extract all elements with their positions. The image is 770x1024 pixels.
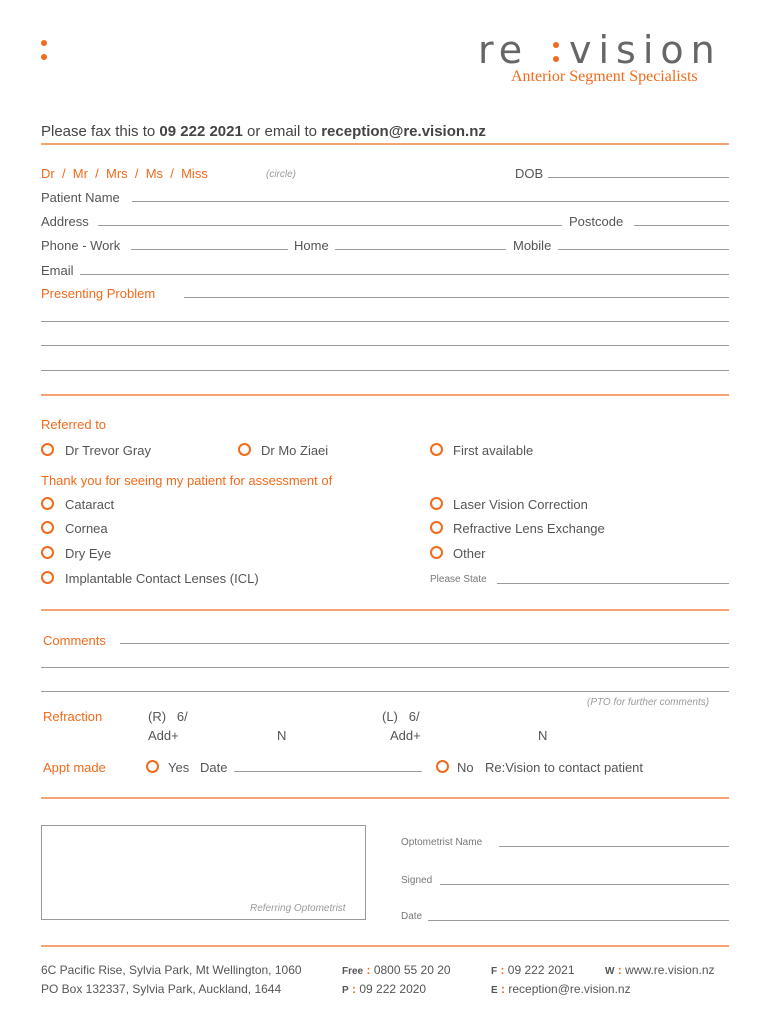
refraction-heading: Refraction	[43, 709, 103, 724]
reception-email: reception@re.vision.nz	[321, 123, 486, 140]
assessment-radio[interactable]	[430, 521, 443, 534]
optometrist-date-label: Date	[401, 911, 423, 922]
mobile-label: Mobile	[513, 238, 552, 253]
signed-label: Signed	[401, 875, 433, 886]
divider	[41, 945, 729, 947]
assessment-option: Cataract	[65, 497, 115, 512]
postcode-label: Postcode	[569, 214, 624, 229]
appt-date-label: Date	[200, 760, 228, 775]
referred-radio[interactable]	[430, 443, 443, 456]
footer-phone	[342, 982, 426, 996]
appt-yes-label: Yes	[168, 760, 190, 775]
email-label: Email	[41, 263, 74, 278]
add-right-label[interactable]: Add+	[148, 728, 179, 743]
comments-field[interactable]	[120, 643, 729, 644]
e-label: E	[491, 985, 498, 996]
signed-field[interactable]	[440, 884, 729, 885]
email-field[interactable]	[80, 274, 729, 275]
assessment-option: Implantable Contact Lenses (ICL)	[65, 571, 259, 586]
footer-web[interactable]	[605, 963, 715, 977]
assessment-heading: Thank you for seeing my patient for assessment of	[41, 473, 333, 488]
free-number: 0800 55 20 20	[373, 963, 451, 977]
referred-option: Dr Mo Ziaei	[261, 443, 329, 458]
appt-made-heading: Appt made	[43, 760, 106, 775]
colon-icon: :	[617, 963, 622, 977]
w-value[interactable]: www.re.vision.nz	[625, 963, 715, 977]
e-value[interactable]: reception@re.vision.nz	[508, 982, 631, 996]
logo-tagline: Anterior Segment Specialists	[511, 68, 698, 85]
colon-icon: :	[500, 963, 505, 977]
contact-patient-label: Re:Vision to contact patient	[485, 760, 644, 775]
divider	[41, 394, 729, 396]
left-eye-label[interactable]: (L) 6/	[382, 709, 420, 724]
optometrist-name-field[interactable]	[499, 846, 729, 847]
fax-instruction	[41, 123, 486, 140]
referred-option: First available	[453, 443, 534, 458]
logo-name-left: re	[478, 28, 529, 72]
colon-icon: :	[352, 982, 357, 996]
colon-icon: :	[366, 963, 371, 977]
assessment-radio[interactable]	[41, 521, 54, 534]
mobile-field[interactable]	[558, 249, 729, 250]
footer-free-phone	[342, 963, 451, 977]
presenting-problem-field[interactable]	[184, 297, 729, 298]
comments-line[interactable]	[41, 691, 729, 692]
appt-no-radio[interactable]	[436, 760, 449, 773]
referred-radio[interactable]	[238, 443, 251, 456]
logo	[478, 28, 733, 93]
colon-icon: :	[501, 982, 506, 996]
footer-fax	[491, 963, 575, 977]
logo-name-right: vision	[569, 28, 722, 72]
title-options[interactable]: Dr / Mr / Mrs / Ms / Miss	[41, 166, 208, 181]
appt-no-label: No	[457, 760, 474, 775]
f-number: 09 222 2021	[507, 963, 575, 977]
appt-date-field[interactable]	[234, 771, 422, 772]
presenting-problem-line[interactable]	[41, 370, 729, 371]
comments-heading: Comments	[43, 633, 106, 648]
home-phone-field[interactable]	[335, 249, 506, 250]
address-field[interactable]	[98, 225, 562, 226]
postcode-field[interactable]	[634, 225, 729, 226]
patient-name-field[interactable]	[132, 201, 729, 202]
divider	[41, 609, 729, 611]
phone-work-label: Phone - Work	[41, 238, 121, 253]
please-state-field[interactable]	[497, 583, 729, 584]
assessment-option: Dry Eye	[65, 546, 112, 561]
footer-email[interactable]	[491, 982, 631, 996]
fax-number: 09 222 2021	[159, 123, 243, 140]
n-left-label[interactable]: N	[538, 728, 548, 743]
referred-radio[interactable]	[41, 443, 54, 456]
assessment-option: Cornea	[65, 521, 108, 536]
assessment-option: Refractive Lens Exchange	[453, 521, 605, 536]
comments-line[interactable]	[41, 667, 729, 668]
assessment-option: Laser Vision Correction	[453, 497, 588, 512]
dob-label: DOB	[515, 166, 544, 181]
p-label: P	[342, 985, 349, 996]
right-eye-label[interactable]: (R) 6/	[148, 709, 188, 724]
assessment-radio[interactable]	[430, 546, 443, 559]
n-right-label[interactable]: N	[277, 728, 287, 743]
referred-to-heading: Referred to	[41, 417, 107, 432]
email-prefix: or email to	[247, 123, 318, 140]
dob-field[interactable]	[548, 177, 729, 178]
optometrist-date-field[interactable]	[428, 920, 729, 921]
f-label: F	[491, 966, 498, 977]
assessment-radio[interactable]	[41, 546, 54, 559]
referred-option: Dr Trevor Gray	[65, 443, 151, 458]
w-label: W	[605, 966, 615, 977]
footer-address-line: PO Box 132337, Sylvia Park, Auckland, 1644	[41, 982, 282, 996]
footer-address-line: 6C Pacific Rise, Sylvia Park, Mt Wellington, 1060	[41, 963, 302, 977]
assessment-option: Other	[453, 546, 486, 561]
p-number: 09 222 2020	[359, 982, 427, 996]
divider	[41, 143, 729, 145]
assessment-radio[interactable]	[430, 497, 443, 510]
pto-note: (PTO for further comments)	[587, 697, 710, 708]
optometrist-name-label: Optometrist Name	[401, 837, 483, 848]
referring-optometrist-label: Referring Optometrist	[250, 903, 346, 914]
home-label: Home	[294, 238, 329, 253]
assessment-radio[interactable]	[41, 571, 54, 584]
presenting-problem-line[interactable]	[41, 345, 729, 346]
divider	[41, 797, 729, 799]
presenting-problem-label: Presenting Problem	[41, 286, 156, 301]
circle-hint: (circle)	[266, 169, 296, 180]
presenting-problem-line[interactable]	[41, 321, 729, 322]
please-state-label: Please State	[430, 574, 487, 585]
add-left-label[interactable]: Add+	[390, 728, 421, 743]
assessment-radio[interactable]	[41, 497, 54, 510]
patient-name-label: Patient Name	[41, 190, 120, 205]
fax-prefix: Please fax this to	[41, 123, 156, 140]
free-label: Free	[342, 966, 364, 977]
phone-work-field[interactable]	[131, 249, 288, 250]
address-label: Address	[41, 214, 89, 229]
appt-yes-radio[interactable]	[146, 760, 159, 773]
